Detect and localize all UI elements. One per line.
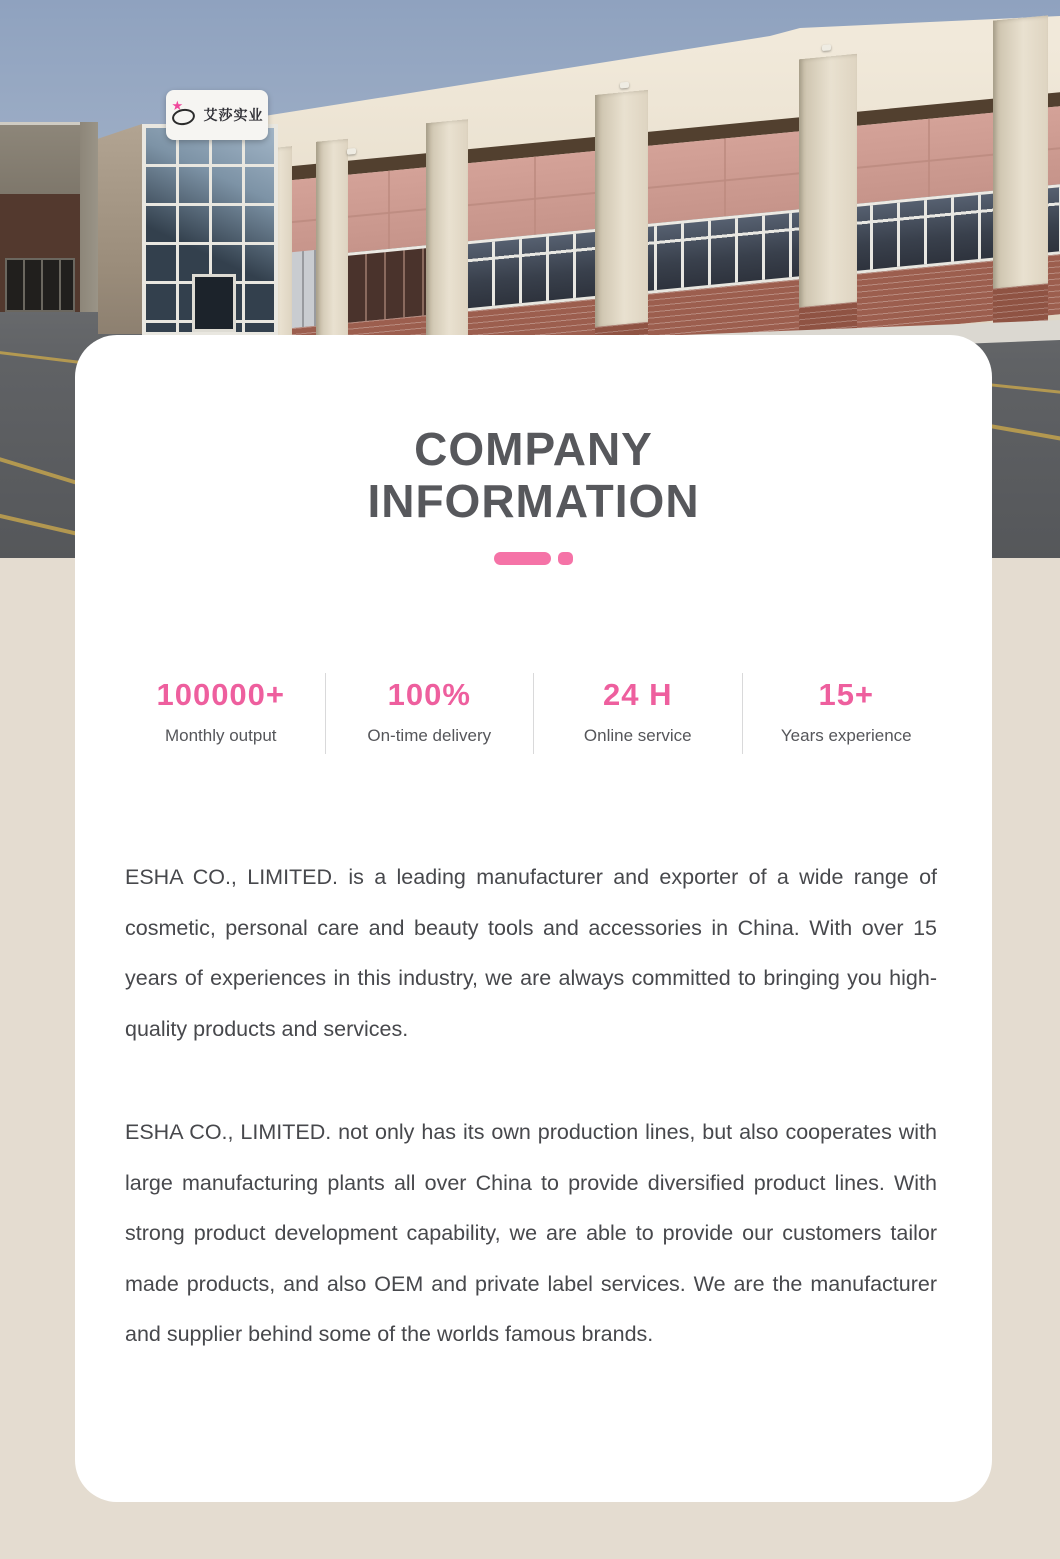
company-sign — [166, 90, 268, 140]
facade-pillar — [426, 119, 468, 345]
entrance-glass-curtain-wall — [142, 124, 278, 336]
wall-lamp — [822, 44, 831, 51]
facade-pillar — [993, 15, 1048, 290]
page-title — [75, 423, 992, 527]
company-sign-text: 艾莎实业 — [203, 107, 264, 123]
dark-window-bay — [348, 245, 428, 323]
stat-label: Monthly output — [164, 726, 277, 745]
stat-monthly-output — [117, 673, 325, 754]
paragraph-1: ESHA CO., LIMITED. is a leading manufacturer and exporter of a wide range of cosmetic, personal care and beauty tools and accessories in China. With over 15 years of experiences in this industry, we are always committed to bringing you high-quality products and services. — [125, 865, 937, 1041]
stat-label: Years experience — [780, 726, 912, 745]
facade-pillar — [799, 54, 857, 310]
stat-value: 100000+ — [156, 677, 286, 712]
info-card — [75, 335, 992, 1502]
stat-online-service — [533, 673, 742, 754]
divider-bar — [494, 552, 551, 565]
stat-value: 100% — [387, 677, 471, 712]
stat-value: 24 H — [603, 677, 673, 712]
narrow-window-bay — [290, 250, 318, 329]
title-divider — [75, 552, 992, 565]
stat-years-experience — [742, 673, 951, 754]
left-building-windows — [5, 258, 75, 312]
facade-pillar — [316, 139, 348, 356]
company-description — [125, 852, 937, 1360]
stat-on-time-delivery — [325, 673, 534, 754]
wall-lamp — [347, 148, 356, 155]
page-title-line2: INFORMATION — [367, 475, 700, 527]
entrance-door — [192, 274, 236, 332]
crown-icon: ★ — [171, 98, 184, 113]
wall-lamp — [620, 82, 629, 89]
paragraph-2: ESHA CO., LIMITED. not only has its own production lines, but also cooperates with large manufacturing plants all over China to provide diversified product lines. With strong product development capability, we are able to provide our customers tailor made products, and also OEM and private label services. We are the manufacturer and supplier behind some of the worlds famous brands. — [125, 1120, 937, 1346]
divider-dot — [558, 552, 573, 565]
stat-label: Online service — [583, 726, 692, 745]
stat-value: 15+ — [818, 677, 875, 712]
page-title-line1: COMPANY — [414, 423, 653, 475]
company-logo-icon — [171, 98, 199, 128]
stats-row — [117, 673, 950, 754]
stat-label: On-time delivery — [367, 726, 492, 745]
facade-pillar — [595, 90, 648, 329]
entrance-side-wall — [98, 124, 142, 334]
